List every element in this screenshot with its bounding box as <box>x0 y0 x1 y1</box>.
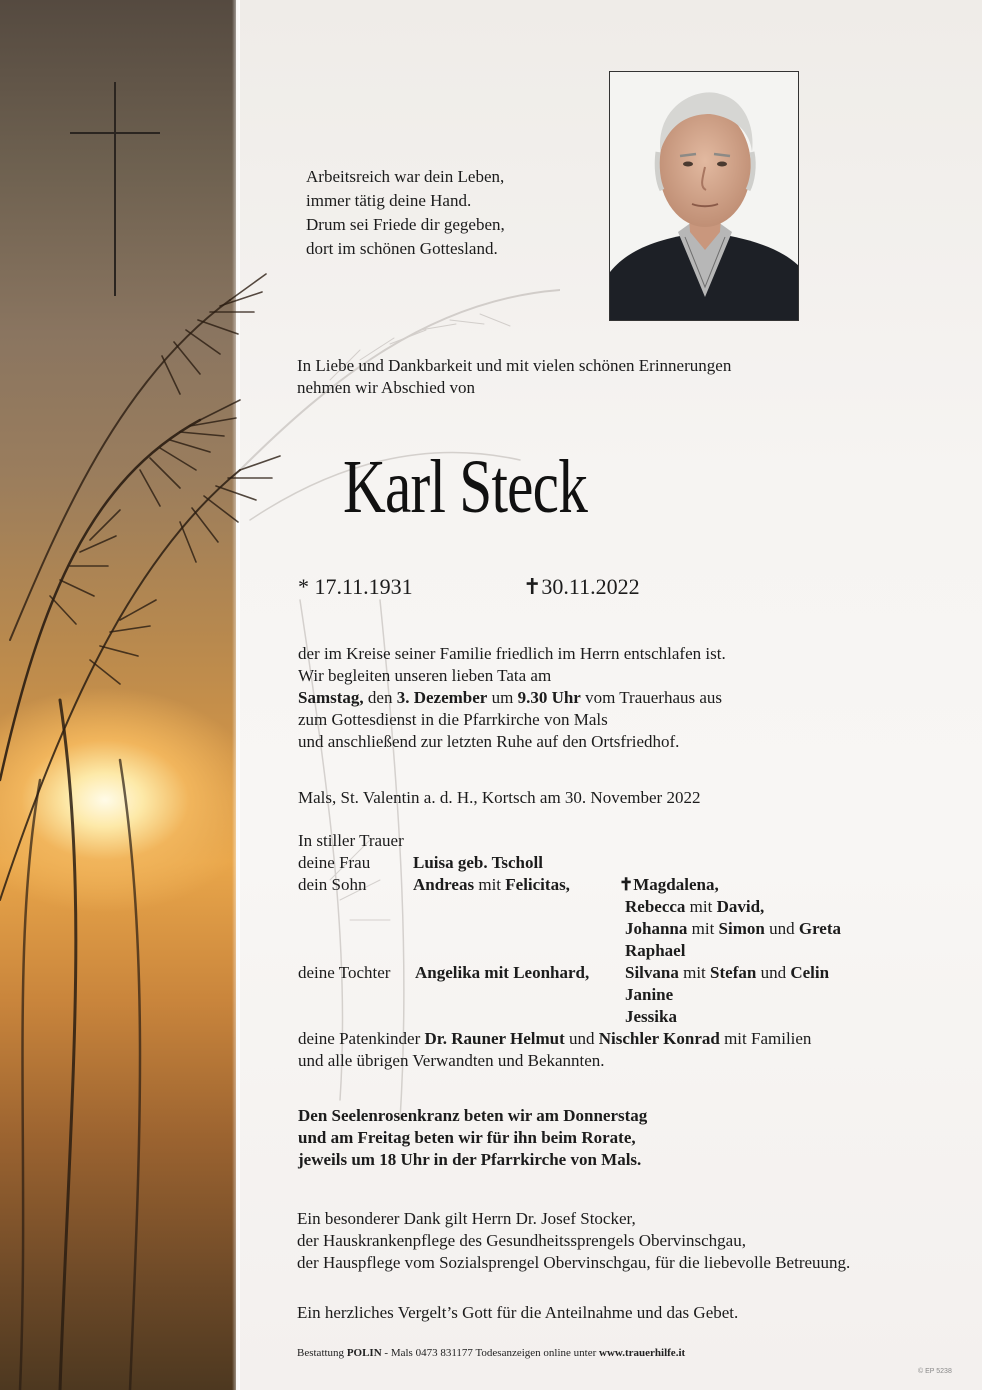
place-date: Mals, St. Valentin a. d. H., Kortsch am 30. November 2022 <box>298 788 701 807</box>
funeral-time: 9.30 Uhr <box>517 688 581 707</box>
thanks-line: Ein besonderer Dank gilt Herrn Dr. Josef Stocker, <box>297 1209 636 1228</box>
deceased-name: Karl Steck <box>343 445 588 529</box>
text-fragment: und <box>764 919 799 938</box>
grandchild-line: Jessika <box>625 1007 677 1026</box>
great-grandchild-name: Greta <box>798 919 842 938</box>
thanks-line: der Hauskrankenpflege des Gesundheitssprengels Obervinschgau, <box>297 1231 746 1250</box>
godchild-name: Dr. Rauner Helmut <box>424 1029 565 1048</box>
grandchild-name: Silvana <box>625 963 679 982</box>
great-grandchild-name: Celin <box>790 963 830 982</box>
website-link[interactable]: www.trauerhilfe.it <box>599 1347 686 1359</box>
text-fragment: um <box>487 688 518 707</box>
poem-line: dort im schönen Gottesland. <box>306 239 498 258</box>
portrait-photo <box>609 71 799 321</box>
grandchild-partner: David, <box>716 897 765 916</box>
thanks-line: der Hauspflege vom Sozialsprengel Obervinschgau, für die liebevolle Betreuung. <box>297 1253 851 1272</box>
text-fragment: mit Familien <box>719 1029 812 1048</box>
birth-date: * 17.11.1931 <box>298 574 413 599</box>
grandchild-line: Janine <box>625 985 674 1004</box>
daughter-name: Angelika mit Leonhard, <box>415 963 590 982</box>
text-fragment: und <box>564 1029 599 1048</box>
rosary-line: jeweils um 18 Uhr in der Pfarrkirche von Mals. <box>298 1150 642 1169</box>
son-label: dein Sohn <box>298 875 367 894</box>
grandchild-partner: Simon <box>718 919 765 938</box>
funeral-home-footer <box>297 1346 685 1360</box>
godchild-name: Nischler Konrad <box>598 1029 720 1048</box>
text-fragment: mit <box>678 963 711 982</box>
grandchild-line <box>625 896 764 918</box>
grandchild-line: ✝Magdalena, <box>619 875 719 894</box>
portrait-image <box>610 72 799 321</box>
thanks-notice <box>297 1208 850 1274</box>
text-fragment: Bestattung <box>297 1347 347 1359</box>
godchildren-label: deine Patenkinder <box>298 1029 425 1048</box>
funeral-day: Samstag, <box>298 688 364 707</box>
cross-icon-horizontal <box>70 132 160 134</box>
son-partner: Felicitas, <box>505 875 570 894</box>
announcement-line: zum Gottesdienst in die Pfarrkirche von Mals <box>298 710 608 729</box>
grandchild-line <box>625 918 841 940</box>
intro-line: nehmen wir Abschied von <box>297 378 475 397</box>
wife-name: Luisa geb. Tscholl <box>413 853 543 872</box>
text-fragment: und <box>756 963 791 982</box>
text-fragment: den <box>363 688 397 707</box>
text-fragment: mit <box>474 875 506 894</box>
funeral-date: 3. Dezember <box>396 688 488 707</box>
grandchild-line <box>625 962 829 984</box>
announcement-line: Wir begleiten unseren lieben Tata am <box>298 666 552 685</box>
intro-line: In Liebe und Dankbarkeit und mit vielen schönen Erinnerungen <box>297 356 732 375</box>
son-name: Andreas <box>413 875 475 894</box>
text-fragment: vom Trauerhaus aus <box>580 688 723 707</box>
cross-icon-vertical <box>114 82 116 296</box>
announcement-line: und anschließend zur letzten Ruhe auf den Ortsfriedhof. <box>298 732 680 751</box>
rosary-line: und am Freitag beten wir für ihn beim Rorate, <box>298 1128 636 1147</box>
copyright-mark: © EP 5238 <box>918 1368 952 1375</box>
grandchild-name: Johanna <box>625 919 688 938</box>
text-fragment: mit <box>685 897 717 916</box>
other-relatives: und alle übrigen Verwandten und Bekannten. <box>298 1051 605 1070</box>
grandchild-line: Raphael <box>625 941 686 960</box>
grandchild-name: Rebecca <box>625 897 686 916</box>
daughter-label: deine Tochter <box>298 963 391 982</box>
poem-line: immer tätig deine Hand. <box>306 191 472 210</box>
death-date: ✝30.11.2022 <box>523 574 640 599</box>
poem-line: Arbeitsreich war dein Leben, <box>306 167 505 186</box>
mourners-header: In stiller Trauer <box>298 831 404 850</box>
rosary-notice <box>298 1105 647 1171</box>
text-fragment: - Mals 0473 831177 Todesanzeigen online unter <box>381 1347 600 1359</box>
funeral-home-name: POLIN <box>346 1347 382 1359</box>
grandchild-partner: Stefan <box>710 963 757 982</box>
rosary-line: Den Seelenrosenkranz beten wir am Donnerstag <box>298 1106 648 1125</box>
godchildren-line <box>298 1028 811 1050</box>
announcement-line: der im Kreise seiner Familie friedlich im Herrn entschlafen ist. <box>298 644 726 663</box>
wife-label: deine Frau <box>298 853 371 872</box>
announcement-date-line <box>298 687 726 709</box>
closing-text: Ein herzliches Vergelt’s Gott für die Anteilnahme und das Gebet. <box>297 1303 739 1322</box>
poem-line: Drum sei Friede dir gegeben, <box>306 215 505 234</box>
text-fragment: mit <box>687 919 719 938</box>
son-line <box>413 874 570 896</box>
memorial-poem <box>306 165 505 261</box>
intro-text <box>297 355 731 399</box>
funeral-announcement <box>298 643 726 753</box>
